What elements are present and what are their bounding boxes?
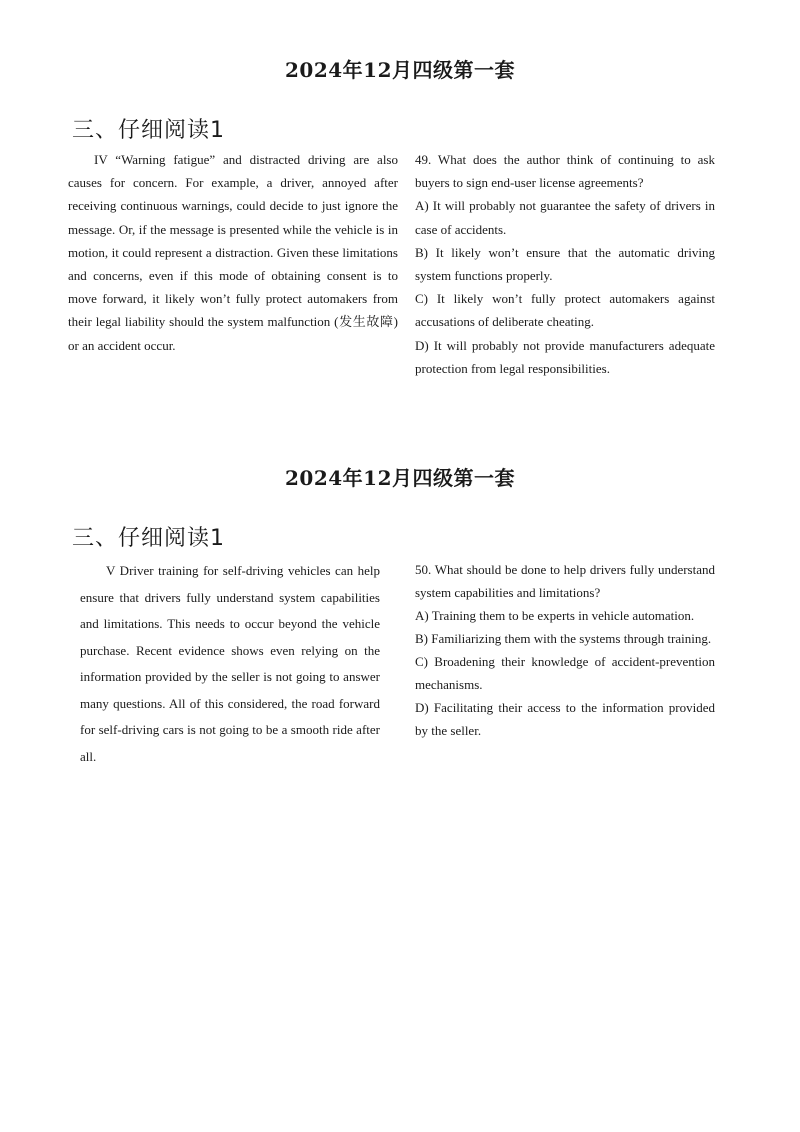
option-d: D) It will probably not provide manufacturers adequate protection from legal responsibilities. <box>415 337 715 376</box>
option-a: A) It will probably not guarantee the safety of drivers in case of accidents. <box>415 198 715 237</box>
option-a: A) Training them to be experts in vehicle automation. <box>415 608 695 623</box>
question-stem: 49. What does the author think of continuing to ask buyers to sign end-user license agreements? <box>415 152 715 191</box>
question-block <box>415 148 715 380</box>
page-title: 2024年12月四级第一套 <box>285 466 515 490</box>
option-b: B) It likely won’t ensure that the automatic driving system functions properly. <box>415 244 715 284</box>
section-heading: 三、仔细阅读1 <box>72 118 225 143</box>
reading-passage: V Driver training for self-driving vehicles can help ensure that drivers fully understand system capabilities and limitations. This needs to occur beyond the vehicle purchase. Recent evidence shows even relying on the information provided by the seller is not going to answer many questions. All of this considered, the road forward for self-driving cars is not going to be a smooth ride after all. <box>80 563 380 764</box>
page-title: 2024年12月四级第一套 <box>285 58 515 82</box>
question-stem: 50. What should be done to help drivers fully understand system capabilities and limitations? <box>415 562 715 600</box>
option-c: C) Broadening their knowledge of accident-prevention mechanisms. <box>415 654 715 692</box>
slide-1 <box>0 55 800 376</box>
option-c: C) It likely won’t fully protect automakers against accusations of deliberate cheating. <box>415 291 715 330</box>
option-d: D) Facilitating their access to the information provided by the seller. <box>415 700 715 738</box>
section-heading: 三、仔细阅读1 <box>72 526 225 551</box>
reading-passage: IV “Warning fatigue” and distracted driving are also causes for concern. For example, a driver, annoyed after receiving continuous warnings, could decide to just ignore the message. Or, if the message is presented while the vehicle is in motion, it could represent a distraction. Given these limitations and concerns, even if this mode of obtaining consent is to move forward, it likely won’t fully protect automakers from their legal liability should the system malfunction (发生故障) or an accident occur. <box>68 152 398 353</box>
option-b: B) Familiarizing them with the systems through training. <box>415 631 712 646</box>
slide-2 <box>0 463 800 764</box>
question-block <box>415 558 715 742</box>
